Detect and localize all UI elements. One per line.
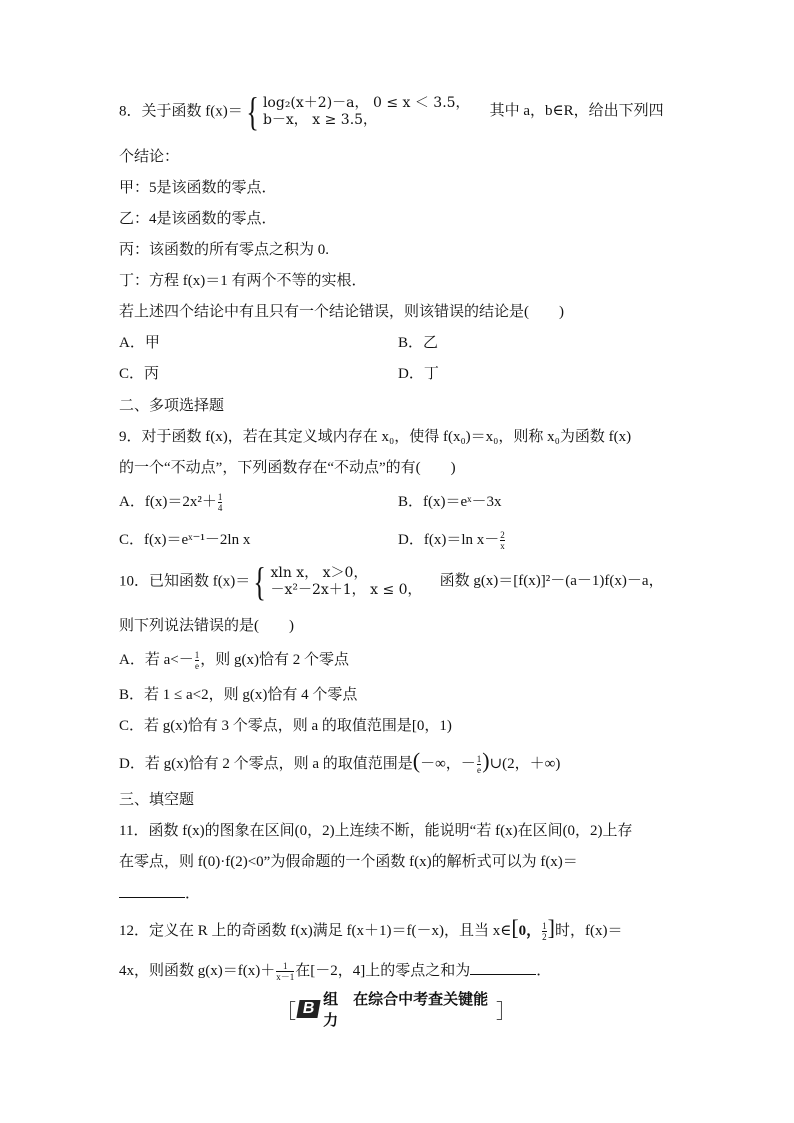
q8-piecewise: { log₂(x＋2)－a， 0 ≤ x ＜ 3.5， b－x， x ≥ 3.5， [246, 89, 470, 134]
q10-option-d [119, 748, 561, 776]
group-title: 组 在综合中考查关键能力 [323, 991, 489, 1029]
q12-line-1-post: 时，f(x)＝ [555, 923, 623, 939]
section-heading-multiple-choice: 二、多项选择题 [119, 398, 225, 414]
right-bracket-icon: ］ [496, 1000, 516, 1023]
q9-line-1: 9．对于函数 f(x)，若在其定义域内存在 x₀，使得 f(x₀)＝x₀，则称 x₀为函数 f(x) [119, 429, 632, 445]
left-bracket-icon: ［ [276, 1000, 296, 1023]
right-bracket: ] [547, 915, 555, 940]
q10-lead: 10．已知函数 f(x)＝ [119, 573, 251, 590]
fraction-denominator: e [477, 765, 482, 776]
fraction-numerator: 2 [500, 530, 505, 541]
q8-option-c: C．丙 [119, 366, 160, 382]
q8-statement-jia: 甲：5是该函数的零点． [119, 180, 277, 196]
q9-option-d-text: D．f(x)＝ln x－ [398, 532, 500, 548]
q12-line-2-pre: 4x，则函数 g(x)＝f(x)＋ [119, 963, 276, 979]
q12-interval-fraction [542, 921, 547, 942]
q8-option-b: B．乙 [398, 335, 439, 351]
q10-line-2: 则下列说法错误的是( ) [119, 618, 294, 634]
q9-option-a-fraction [218, 492, 223, 513]
q10-option-d-post: ∪(2，＋∞) [489, 756, 561, 772]
q8-option-d: D．丁 [398, 366, 439, 382]
q11-line-1: 11．函数 f(x)的图象在区间(0，2)上连续不断，能说明“若 f(x)在区间(0，2)上存 [119, 823, 633, 839]
q12-end: ． [536, 963, 552, 979]
q12-interval-start: 0， [518, 923, 542, 939]
q11-line-2: 在零点，则 f(0)·f(2)<0”为假命题的一个函数 f(x)的解析式可以为 f(x)＝ [119, 854, 578, 870]
q10-option-d-interval: －∞，－ [420, 756, 476, 772]
q12-fraction [276, 961, 294, 982]
fraction-denominator: 2 [542, 932, 547, 943]
q10-option-a-pre: A．若 a<－ [119, 652, 194, 668]
q10-option-a-post: ，则 g(x)恰有 2 个零点 [200, 652, 349, 668]
q10-case-2: －x²－2x＋1， x ≤ 0， [270, 582, 422, 598]
q8-case-1: log₂(x＋2)－a， 0 ≤ x ＜ 3.5， [262, 95, 470, 111]
q12-line-2 [119, 960, 551, 982]
fraction-denominator: x [500, 541, 505, 552]
left-bracket: [ [511, 915, 519, 940]
q10-piecewise: { xln x， x＞0， －x²－2x＋1， x ≤ 0， [253, 559, 422, 604]
q8-tail: 其中 a，b∈R，给出下列四 [489, 103, 664, 120]
q8-option-a: A．甲 [119, 335, 160, 351]
group-b-heading [276, 991, 516, 1029]
q11-end: ． [185, 886, 201, 902]
fraction-numerator: 1 [476, 754, 482, 765]
fraction-numerator: 1 [194, 650, 200, 661]
q10-option-c: C．若 g(x)恰有 3 个零点，则 a 的取值范围是[0，1) [119, 718, 452, 734]
q12-answer-blank[interactable] [470, 960, 536, 975]
q8-continuation: 个结论： [119, 149, 180, 165]
fraction-denominator: e [194, 661, 199, 672]
group-letter-badge: B [296, 1000, 320, 1018]
q10-option-d-fraction [477, 754, 482, 775]
q11-answer-blank[interactable] [119, 883, 185, 898]
q9-option-a-text: A．f(x)＝2x²＋ [119, 494, 217, 510]
fraction-denominator: x－1 [276, 972, 295, 983]
fraction-numerator: 1 [542, 921, 547, 932]
q10-option-a [119, 650, 349, 671]
left-paren: ( [412, 748, 421, 773]
section-heading-fill-blank: 三、填空题 [119, 792, 195, 808]
q9-option-c: C．f(x)＝eˣ⁻¹－2ln x [119, 532, 251, 548]
q10-option-a-fraction [195, 650, 200, 671]
fraction-numerator: 1 [282, 961, 288, 972]
fraction-denominator: 4 [217, 503, 223, 514]
q8-stem [119, 89, 664, 134]
q8-question: 若上述四个结论中有且只有一个结论错误，则该错误的结论是( ) [119, 304, 564, 320]
q11-answer-line [119, 883, 200, 904]
q10-stem [119, 559, 664, 604]
q10-option-b: B．若 1 ≤ a<2，则 g(x)恰有 4 个零点 [119, 687, 358, 703]
q8-lead: 8．关于函数 f(x)＝ [119, 103, 243, 120]
q12-line-1 [119, 915, 623, 943]
q8-statement-ding: 丁：方程 f(x)＝1 有两个不等的实根． [119, 273, 367, 289]
q12-line-1-pre: 12．定义在 R 上的奇函数 f(x)满足 f(x＋1)＝f(－x)，且当 x∈ [119, 923, 512, 939]
q10-case-1: xln x， x＞0， [270, 565, 368, 581]
q12-line-2-post: 在[－2，4]上的零点之和为 [295, 963, 471, 979]
q9-option-d-fraction [500, 530, 505, 551]
right-paren: ) [482, 748, 490, 773]
q8-statement-yi: 乙：4是该函数的零点． [119, 211, 277, 227]
fraction-numerator: 1 [217, 492, 223, 503]
q9-option-d [398, 530, 506, 551]
q8-statement-bing: 丙：该函数的所有零点之积为 0. [119, 242, 330, 258]
q9-option-b: B．f(x)＝eˣ－3x [398, 494, 502, 510]
q9-line-2: 的一个“不动点”，下列函数存在“不动点”的有( ) [119, 460, 456, 476]
q9-option-a [119, 492, 223, 513]
q10-tail: 函数 g(x)＝[f(x)]²－(a－1)f(x)－a， [439, 573, 664, 590]
q10-option-d-pre: D．若 g(x)恰有 2 个零点，则 a 的取值范围是 [119, 756, 413, 772]
q8-case-2: b－x， x ≥ 3.5， [262, 112, 378, 128]
